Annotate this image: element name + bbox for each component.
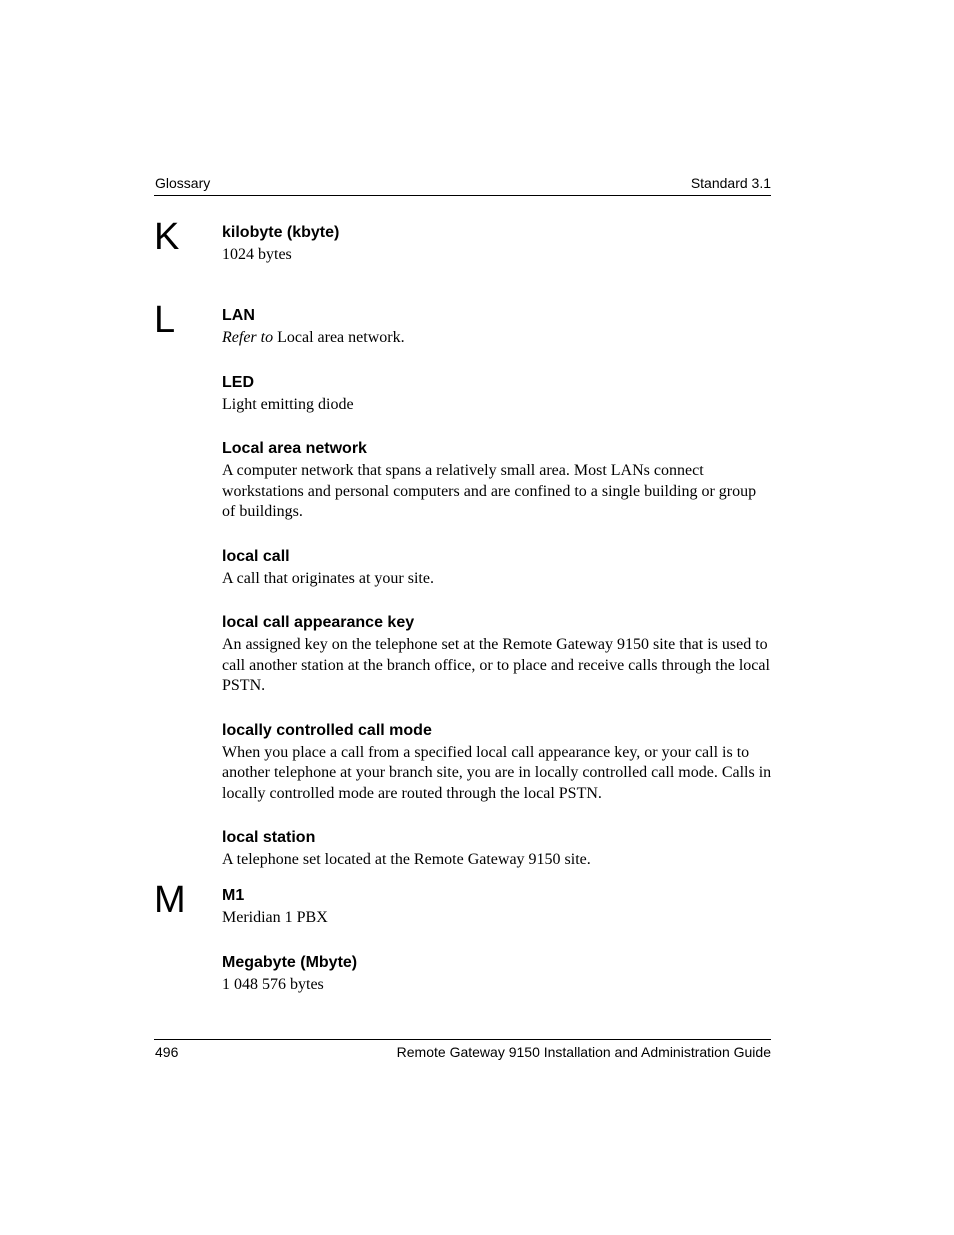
glossary-term: local station bbox=[222, 829, 316, 846]
glossary-definition: A call that originates at your site. bbox=[222, 569, 434, 587]
definition-text: Local area network. bbox=[273, 329, 405, 346]
header-standard: Standard 3.1 bbox=[690, 175, 771, 191]
glossary-entry bbox=[222, 608, 772, 697]
section-letter-k: K bbox=[154, 216, 180, 258]
glossary-entry bbox=[222, 542, 772, 590]
page-footer bbox=[154, 1039, 771, 1062]
glossary-definition: Meridian 1 PBX bbox=[222, 909, 328, 926]
glossary-definition: Light emitting diode bbox=[222, 395, 354, 413]
glossary-definition: A computer network that spans a relatively small area. Most LANs connect workstations and personal computers and are confined to a single building or group of buildings. bbox=[222, 462, 757, 520]
glossary-definition: A telephone set located at the Remote Gateway 9150 site. bbox=[222, 851, 591, 868]
page-number: 496 bbox=[155, 1044, 179, 1060]
glossary-definition bbox=[222, 328, 772, 349]
page-header bbox=[154, 174, 771, 196]
glossary-entry bbox=[222, 368, 772, 416]
section-letter-l: L bbox=[154, 299, 176, 341]
glossary-term: Megabyte (Mbyte) bbox=[222, 953, 358, 971]
glossary-definition: An assigned key on the telephone set at the Remote Gateway 9150 site that is used to call another station at the branch office, or to place and receive calls through the local PSTN. bbox=[222, 636, 770, 694]
glossary-entry bbox=[222, 716, 772, 805]
glossary-entry bbox=[222, 301, 772, 349]
glossary-entry bbox=[222, 948, 772, 996]
glossary-definition: 1024 bytes bbox=[222, 246, 292, 263]
glossary-term: LAN bbox=[222, 307, 255, 324]
glossary-term: Local area network bbox=[222, 440, 367, 457]
glossary-definition: When you place a call from a specified local call appearance key, or your call is to another telephone at your branch site, you are in locally controlled call mode. Calls in locally controlled mode are routed through the local PSTN. bbox=[222, 743, 772, 802]
glossary-entry bbox=[222, 881, 772, 929]
glossary-term: locally controlled call mode bbox=[222, 721, 432, 739]
refer-to-prefix: Refer to bbox=[222, 329, 274, 346]
glossary-term: local call appearance key bbox=[222, 614, 415, 631]
glossary-entry bbox=[222, 218, 772, 266]
glossary-term: M1 bbox=[222, 887, 245, 904]
glossary-entry bbox=[222, 434, 772, 523]
header-section-title: Glossary bbox=[155, 175, 211, 191]
glossary-term: local call bbox=[222, 547, 290, 565]
section-letter-m: M bbox=[154, 879, 186, 921]
glossary-entry bbox=[222, 823, 772, 871]
glossary-term: kilobyte (kbyte) bbox=[222, 224, 340, 241]
glossary-term: LED bbox=[222, 373, 254, 391]
document-title: Remote Gateway 9150 Installation and Administration Guide bbox=[396, 1044, 771, 1060]
glossary-definition: 1 048 576 bytes bbox=[222, 975, 324, 993]
